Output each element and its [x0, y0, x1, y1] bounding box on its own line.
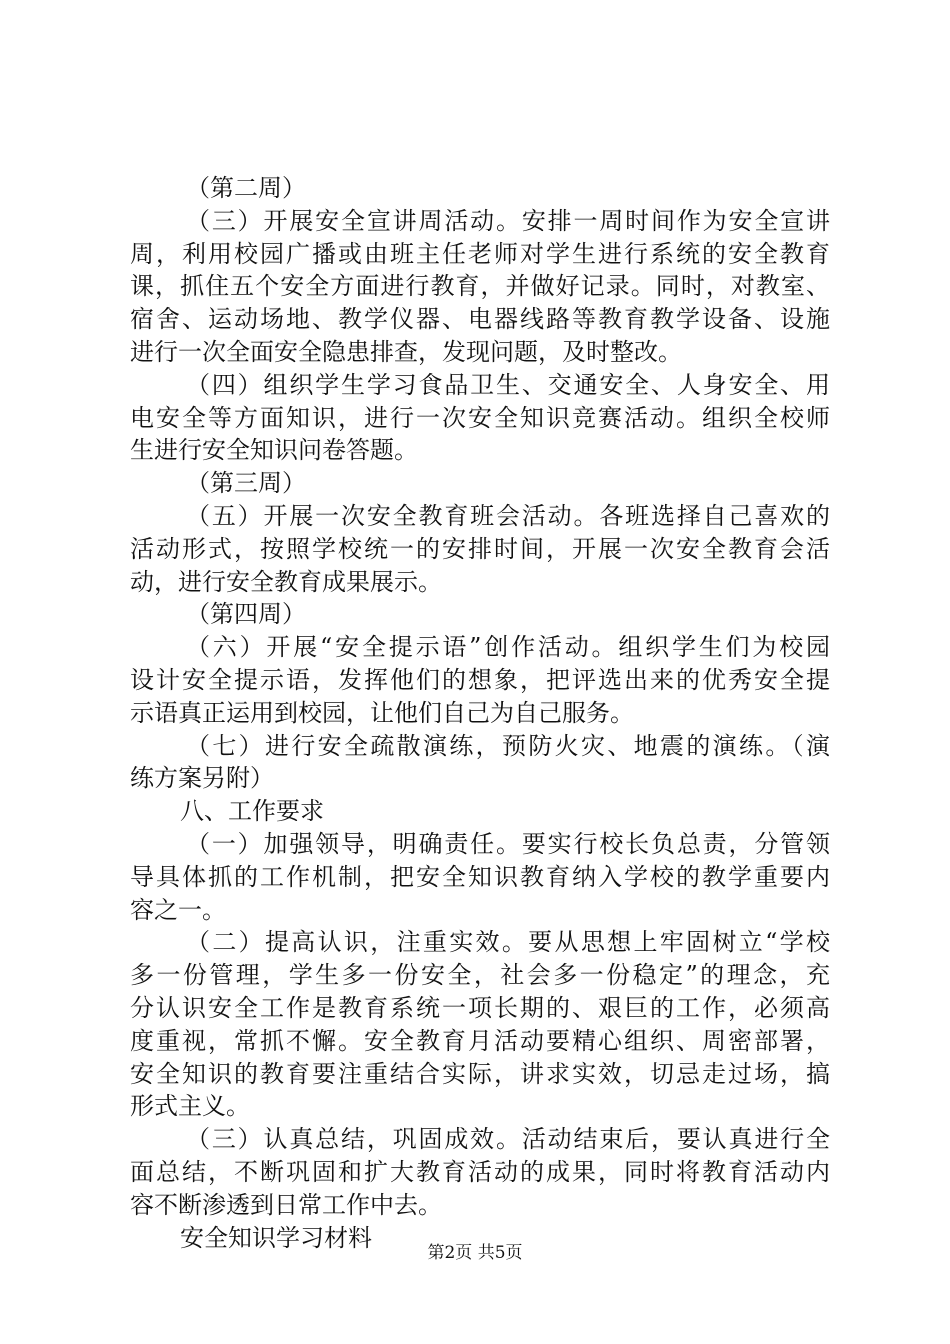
text-line: 容不断渗透到日常工作中去。: [130, 1190, 442, 1219]
text-line: 活动形式，按照学校统一的安排时间，开展一次安全教育会活: [130, 534, 830, 563]
text-line: 安全知识的教育要注重结合实际，讲求实效，切忌走过场，搞: [130, 1059, 830, 1088]
text-line: （六）开展“安全提示语”创作活动。组织学生们为校园: [186, 633, 830, 662]
text-line: （五）开展一次安全教育班会活动。各班选择自己喜欢的: [186, 501, 830, 530]
text-line: 宿舍、运动场地、教学仪器、电器线路等教育教学设备、设施: [130, 305, 830, 334]
text-line: 进行一次全面安全隐患排查，发现问题，及时整改。: [130, 337, 682, 366]
text-line: 面总结，不断巩固和扩大教育活动的成果，同时将教育活动内: [130, 1157, 830, 1186]
document-body: [130, 172, 830, 1254]
text-line: 安全知识学习材料: [180, 1223, 372, 1252]
text-line: （一）加强领导，明确责任。要实行校长负总责，分管领: [186, 829, 830, 858]
text-line: 课，抓住五个安全方面进行教育，并做好记录。同时，对教室、: [130, 272, 830, 301]
text-line: 八、工作要求: [180, 797, 324, 826]
text-line: （四）组织学生学习食品卫生、交通安全、人身安全、用: [186, 370, 830, 399]
text-line: （第四周）: [186, 600, 306, 629]
page-footer: 第2页 共5页: [427, 1243, 523, 1263]
text-line: 练方案另附）: [130, 764, 274, 793]
text-line: 生进行安全知识问卷答题。: [130, 436, 418, 465]
text-line: 示语真正运用到校园，让他们自己为自己服务。: [130, 698, 634, 727]
text-line: 度重视，常抓不懈。安全教育月活动要精心组织、周密部署，: [130, 1026, 830, 1055]
text-line: （第二周）: [186, 174, 306, 202]
text-line: （三）开展安全宣讲周活动。安排一周时间作为安全宣讲: [186, 206, 830, 235]
text-line: 设计安全提示语，发挥他们的想象，把评选出来的优秀安全提: [130, 665, 830, 694]
text-line: 分认识安全工作是教育系统一项长期的、艰巨的工作，必须高: [130, 993, 830, 1022]
text-line: （二）提高认识，注重实效。要从思想上牢固树立“学校: [186, 928, 830, 957]
text-line: 周，利用校园广播或由班主任老师对学生进行系统的安全教育: [130, 239, 830, 268]
text-line: 电安全等方面知识，进行一次安全知识竞赛活动。组织全校师: [130, 403, 830, 432]
text-line: 形式主义。: [130, 1092, 250, 1121]
text-line: （第三周）: [186, 469, 306, 498]
text-line: 多一份管理，学生多一份安全，社会多一份稳定”的理念，充: [130, 961, 830, 990]
text-line: 容之一。: [130, 895, 226, 924]
text-line: 动，进行安全教育成果展示。: [130, 567, 442, 596]
text-line: （三）认真总结，巩固成效。活动结束后，要认真进行全: [186, 1125, 830, 1154]
text-line: 导具体抓的工作机制，把安全知识教育纳入学校的教学重要内: [130, 862, 830, 891]
text-line: （七）进行安全疏散演练，预防火灾、地震的演练。（演: [186, 731, 830, 760]
